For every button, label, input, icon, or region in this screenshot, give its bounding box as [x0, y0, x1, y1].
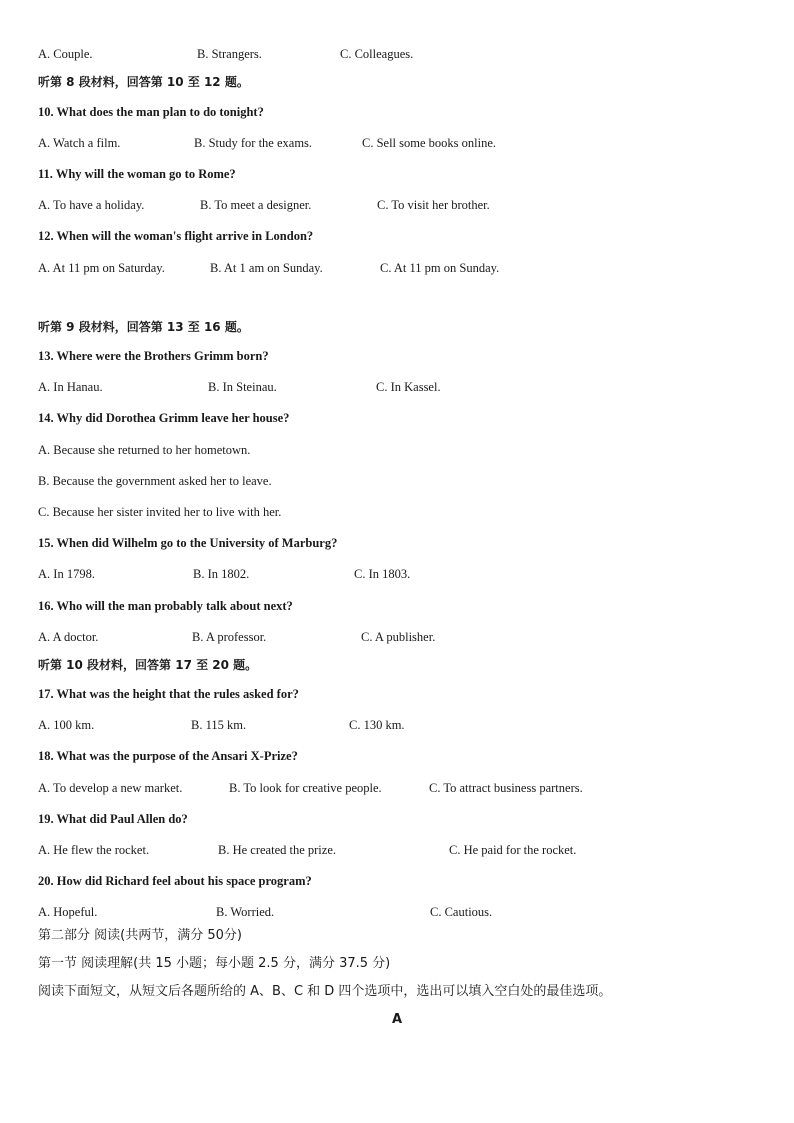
q9-option-b: B. Strangers.: [197, 47, 262, 61]
section-one-heading: 第一节 阅读理解(共 15 小题；每小题 2.5 分，满分 37.5 分): [38, 956, 391, 971]
question-19: 19. What did Paul Allen do?: [38, 812, 188, 826]
q13-option-b: B. In Steinau.: [208, 380, 277, 394]
part-two-heading: 第二部分 阅读(共两节，满分 50分): [38, 928, 242, 943]
q15-option-c: C. In 1803.: [354, 567, 411, 581]
q13-option-c: C. In Kassel.: [376, 380, 441, 394]
q18-option-b: B. To look for creative people.: [229, 781, 382, 795]
q18-option-c: C. To attract business partners.: [429, 781, 583, 795]
question-13: 13. Where were the Brothers Grimm born?: [38, 349, 269, 363]
q14-option-a: A. Because she returned to her hometown.: [38, 443, 251, 457]
question-11: 11. Why will the woman go to Rome?: [38, 167, 236, 181]
q10-option-c: C. Sell some books online.: [362, 136, 497, 150]
q14-option-c: C. Because her sister invited her to live with her.: [38, 505, 282, 519]
q10-option-a: A. Watch a film.: [38, 136, 121, 150]
q18-option-a: A. To develop a new market.: [38, 781, 183, 795]
q12-option-b: B. At 1 am on Sunday.: [210, 261, 323, 275]
question-18: 18. What was the purpose of the Ansari X-Prize?: [38, 749, 298, 763]
q10-option-b: B. Study for the exams.: [194, 136, 313, 150]
question-20: 20. How did Richard feel about his space program?: [38, 874, 312, 888]
q9-option-c: C. Colleagues.: [340, 47, 414, 61]
question-17: 17. What was the height that the rules asked for?: [38, 687, 299, 701]
q16-option-b: B. A professor.: [192, 630, 267, 644]
question-12: 12. When will the woman's flight arrive in London?: [38, 229, 314, 243]
q17-option-c: C. 130 km.: [349, 718, 405, 732]
q20-option-a: A. Hopeful.: [38, 905, 98, 919]
section-header-8: 听第 8 段材料，回答第 10 至 12 题。: [38, 75, 249, 89]
question-10: 10. What does the man plan to do tonight?: [38, 105, 264, 119]
q12-option-a: A. At 11 pm on Saturday.: [38, 261, 165, 275]
q17-option-b: B. 115 km.: [191, 718, 247, 732]
q20-option-b: B. Worried.: [216, 905, 275, 919]
q12-option-c: C. At 11 pm on Sunday.: [380, 261, 500, 275]
q16-option-c: C. A publisher.: [361, 630, 436, 644]
passage-label: A: [391, 1012, 403, 1027]
q14-option-b: B. Because the government asked her to leave.: [38, 474, 272, 488]
q9-option-a: A. Couple.: [38, 47, 93, 61]
question-16: 16. Who will the man probably talk about next?: [38, 599, 293, 613]
q11-option-c: C. To visit her brother.: [377, 198, 490, 212]
q19-option-c: C. He paid for the rocket.: [449, 843, 577, 857]
q11-option-b: B. To meet a designer.: [200, 198, 312, 212]
q16-option-a: A. A doctor.: [38, 630, 99, 644]
question-14: 14. Why did Dorothea Grimm leave her house?: [38, 411, 290, 425]
q15-option-a: A. In 1798.: [38, 567, 95, 581]
section-header-9: 听第 9 段材料，回答第 13 至 16 题。: [38, 320, 249, 334]
q13-option-a: A. In Hanau.: [38, 380, 103, 394]
section-header-10: 听第 10 段材料，回答第 17 至 20 题。: [38, 658, 258, 672]
reading-instruction: 阅读下面短文，从短文后各题所给的 A、B、C 和 D 四个选项中，选出可以填入空白处的最佳选项。: [38, 984, 612, 999]
q11-option-a: A. To have a holiday.: [38, 198, 145, 212]
q19-option-b: B. He created the prize.: [218, 843, 336, 857]
q19-option-a: A. He flew the rocket.: [38, 843, 150, 857]
q20-option-c: C. Cautious.: [430, 905, 493, 919]
q17-option-a: A. 100 km.: [38, 718, 95, 732]
question-15: 15. When did Wilhelm go to the University of Marburg?: [38, 536, 338, 550]
q15-option-b: B. In 1802.: [193, 567, 250, 581]
